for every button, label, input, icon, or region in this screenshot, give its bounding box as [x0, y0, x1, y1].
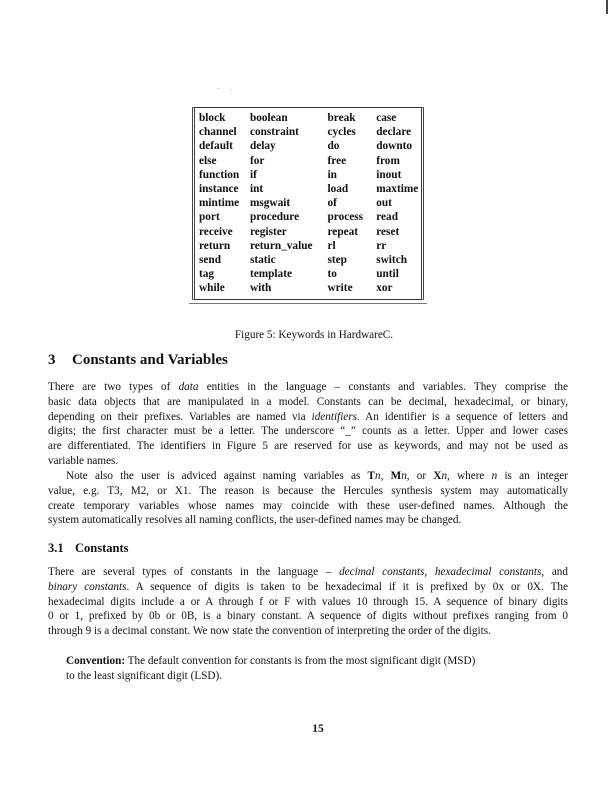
convention-block: Convention: The default convention for constants is from the most significant digit (MSD) to the least significant digit (LSD).: [66, 655, 476, 682]
subsection-title: Constants: [75, 541, 129, 555]
keyword-cell: rl: [327, 239, 336, 252]
section-number: 3: [48, 352, 56, 368]
keyword-row: [199, 281, 421, 295]
keyword-row: [199, 111, 421, 125]
keyword-cell: for: [249, 154, 265, 167]
keyword-cell: reset: [376, 225, 400, 238]
keyword-cell: send: [199, 254, 221, 267]
keyword-cell: to: [327, 268, 337, 281]
keyword-cell: until: [376, 268, 399, 281]
paragraph-naming-advice: Note also the user is adviced against naming variables as Tn, Mn, or Xn, where n is an integer value, e.g. T3, M2, or X1. The reason is because the Hercules synthesis system may automatically create temporary variables whose names may coincide with these user-defined names. Although the system automatically resolves all naming conflicts, the user-defined names may be changed.: [48, 470, 568, 527]
keyword-row: [199, 253, 421, 267]
keyword-cell: int: [249, 183, 264, 196]
keyword-cell: free: [327, 154, 347, 167]
keyword-cell: channel: [199, 126, 237, 139]
keyword-cell: downto: [376, 140, 413, 153]
keyword-cell: static: [249, 254, 276, 267]
keyword-row: [199, 168, 421, 182]
keyword-cell: template: [249, 268, 292, 281]
keyword-cell: xor: [376, 282, 393, 295]
page-number: 15: [312, 723, 324, 735]
keyword-cell: repeat: [327, 225, 359, 238]
figure-caption: Figure 5: Keywords in HardwareC.: [234, 329, 394, 341]
keyword-cell: receive: [199, 225, 233, 238]
keywords-table: [199, 111, 421, 296]
keyword-cell: port: [199, 211, 220, 224]
keyword-cell: write: [327, 282, 353, 295]
keyword-cell: default: [199, 140, 233, 153]
keyword-cell: load: [327, 183, 349, 196]
keyword-cell: else: [199, 154, 217, 167]
keyword-cell: msgwait: [249, 197, 291, 210]
keyword-cell: with: [249, 282, 272, 295]
keywords-figure: [192, 107, 424, 300]
keyword-cell: block: [199, 112, 226, 124]
keyword-cell: case: [376, 112, 397, 124]
keyword-row: [199, 196, 421, 210]
paragraph-constant-types: There are several types of constants in the language – decimal constants, hexadecimal constants, and binary constants. A sequence of digits is taken to be hexadecimal if it is prefixed by 0x or 0X. The hexadecimal digits include a or A through f or F with values 10 through 15. A sequence of binary digits 0 or 1, prefixed by 0b or 0B, is a binary constant. A sequence of digits without prefixes ranging from 0 through 9 is a decimal constant. We now state the convention of interpreting the order of the digits.: [48, 566, 568, 638]
keyword-cell: maxtime: [376, 183, 419, 196]
keyword-cell: constraint: [249, 126, 299, 139]
keyword-row: [199, 210, 421, 224]
keyword-cell: step: [327, 254, 347, 267]
keyword-cell: while: [199, 282, 225, 295]
section-heading: [48, 352, 228, 369]
keyword-cell: out: [376, 197, 392, 210]
keyword-cell: if: [249, 168, 257, 181]
convention-label: Convention:: [66, 655, 126, 667]
keyword-cell: do: [327, 140, 340, 153]
keyword-cell: in: [327, 168, 337, 181]
keyword-row: [199, 239, 421, 253]
keyword-cell: from: [376, 154, 400, 167]
keyword-cell: cycles: [327, 126, 356, 139]
section-title: Constants and Variables: [72, 352, 228, 368]
scan-edge-mark: [606, 0, 608, 14]
paragraph-data-entities: There are two types of data entities in the language – constants and variables. They comprise the basic data objects that are manipulated in a model. Constants can be decimal, hexadecimal, or binary, depending on their prefixes. Variables are named via identifiers. An identifier is a sequence of letters and digits; the first character must be a letter. The underscore “_” counts as a letter. Upper and lower cases are differentiated. The identifiers in Figure 5 are reserved for use as keywords, and may not be used as variable names.: [48, 381, 568, 467]
keyword-cell: instance: [199, 183, 239, 196]
subsection-heading: [48, 541, 129, 556]
keyword-row: [199, 125, 421, 139]
keyword-cell: return_value: [249, 239, 313, 252]
keyword-row: [199, 225, 421, 239]
keyword-cell: procedure: [249, 211, 300, 224]
keyword-cell: process: [327, 211, 364, 224]
keyword-cell: read: [376, 211, 398, 224]
keyword-cell: of: [327, 197, 337, 210]
keyword-cell: function: [199, 168, 240, 181]
scan-specks: [216, 88, 236, 90]
keyword-row: [199, 154, 421, 168]
keyword-cell: boolean: [249, 112, 288, 124]
keyword-cell: delay: [249, 140, 276, 153]
keyword-cell: tag: [199, 268, 215, 281]
keyword-row: [199, 182, 421, 196]
keyword-cell: break: [327, 112, 356, 124]
keyword-cell: mintime: [199, 197, 240, 210]
keyword-cell: rr: [376, 239, 387, 252]
keyword-cell: return: [199, 239, 231, 252]
keyword-row: [199, 267, 421, 281]
keyword-cell: declare: [376, 126, 412, 139]
keyword-cell: inout: [376, 168, 402, 181]
subsection-number: 3.1: [48, 541, 64, 555]
keyword-cell: register: [249, 225, 287, 238]
keyword-cell: switch: [376, 254, 407, 267]
keyword-row: [199, 139, 421, 153]
